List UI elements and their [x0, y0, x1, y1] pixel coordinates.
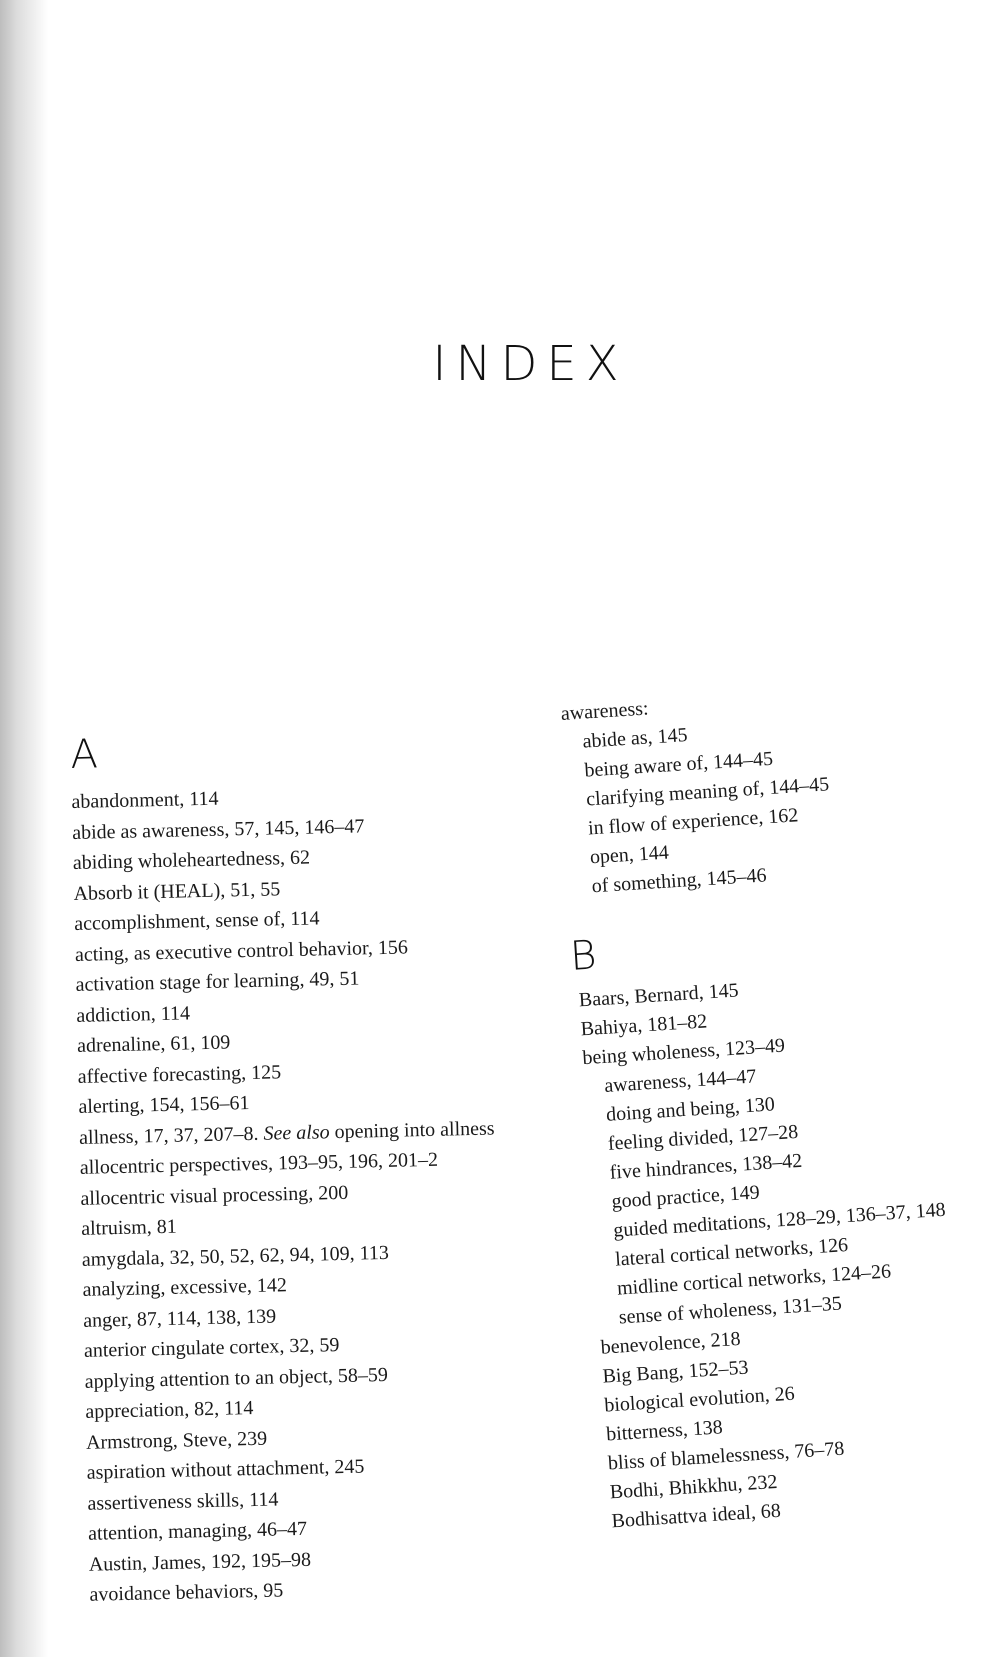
entry-pages: , 193–95, 196, 201–2	[268, 1149, 438, 1175]
entry-pages: , 152–53	[678, 1357, 749, 1383]
entry-term: acting, as executive control behavior	[74, 936, 369, 966]
section-letter-b: B	[568, 932, 598, 980]
index-entry-awareness-heading: awareness:	[560, 697, 650, 725]
entry-pages: , 61, 109	[160, 1031, 230, 1055]
entry-term: lateral cortical networks	[614, 1236, 809, 1271]
entry-term: awareness	[603, 1069, 688, 1097]
entry-term: Absorb it (HEAL)	[73, 879, 221, 905]
entry-term: guided meditations	[612, 1210, 767, 1242]
entry-pages: , 26	[764, 1383, 795, 1407]
entry-term: addiction	[76, 1002, 152, 1027]
entry-pages: , 142	[247, 1274, 287, 1297]
entry-term: analyzing, excessive	[82, 1275, 248, 1301]
entry-pages: , 245	[324, 1456, 364, 1479]
entry-pages: , 145	[698, 979, 739, 1003]
entry-term: abide as	[581, 726, 649, 753]
entry-term: allocentric visual processing	[80, 1182, 309, 1210]
entry-pages: , 76–78	[784, 1438, 845, 1464]
entry-pages: , 130	[734, 1093, 775, 1117]
entry-pages: , 156	[368, 936, 408, 959]
entry-term: amygdala	[81, 1246, 160, 1271]
entry-term: Bahiya	[580, 1014, 638, 1041]
entry-pages: , 200	[308, 1181, 348, 1204]
entry-term: avoidance behaviors	[89, 1580, 254, 1606]
entry-pages: , 149	[719, 1181, 760, 1205]
entry-term: Baars, Bernard	[578, 981, 700, 1012]
entry-term: attention, managing	[87, 1519, 248, 1545]
entry-term: of something	[591, 868, 698, 898]
entry-term: Armstrong, Steve	[85, 1428, 228, 1454]
section-letter-a: A	[69, 731, 99, 778]
page-binding-shadow	[0, 0, 48, 1657]
entry-term: affective forecasting	[77, 1061, 242, 1088]
entry-term: Big Bang	[601, 1360, 680, 1388]
entry-term: in flow of experience	[587, 806, 759, 840]
entry-pages: , 95	[253, 1579, 283, 1602]
entry-pages: , 57, 145, 146–47	[224, 815, 364, 840]
entry-term: bitterness	[605, 1418, 684, 1446]
entry-pages: , 87, 114, 138, 139	[127, 1305, 277, 1330]
entry-pages: , 192, 195–98	[201, 1548, 311, 1572]
entry-term: accomplishment, sense of	[74, 908, 281, 935]
entry-pages: , 144	[628, 841, 669, 865]
entry-pages: , 127–28	[728, 1121, 799, 1147]
entry-term: biological evolution	[603, 1384, 766, 1417]
entry-term: being wholeness	[581, 1038, 716, 1070]
entry-pages: , 68	[750, 1500, 781, 1524]
entry-term: abandonment	[71, 788, 180, 813]
entry-pages: , 114	[239, 1488, 279, 1511]
entry-pages: , 144–45	[759, 773, 830, 799]
entry-term: Austin, James	[88, 1550, 202, 1576]
entry-pages: , 46–47	[247, 1518, 307, 1541]
entry-pages: , 145–46	[696, 864, 767, 890]
entry-pages: , 239	[227, 1427, 267, 1450]
entry-term: five hindrances	[609, 1154, 733, 1184]
entry-term: benevolence	[600, 1330, 702, 1359]
entry-pages: , 218	[700, 1328, 741, 1352]
entry-pages: , 123–49	[714, 1035, 785, 1061]
entry-pages: , 144–45	[702, 748, 773, 774]
entry-term: appreciation	[85, 1398, 185, 1423]
entry-pages: , 32, 59	[279, 1334, 339, 1357]
entry-pages: , 232	[737, 1471, 778, 1495]
entry-pages: , 62	[280, 847, 310, 870]
entry-term: clarifying meaning of	[585, 777, 760, 811]
entry-pages: , 124–26	[820, 1260, 891, 1286]
entry-pages: , 138–42	[732, 1150, 803, 1176]
index-column-left	[70, 725, 530, 1610]
awareness-subentries	[562, 706, 942, 903]
entry-pages: , 114	[179, 788, 219, 811]
entry-pages: , 126	[807, 1234, 848, 1258]
entry-term: alerting	[78, 1094, 140, 1118]
entry-pages: , 32, 50, 52, 62, 94, 109, 113	[159, 1241, 389, 1268]
entry-term: activation stage for learning	[75, 968, 300, 996]
entry-term: anterior cingulate cortex	[83, 1335, 280, 1362]
entry-term: allness	[78, 1125, 134, 1149]
see-also-label: See also	[263, 1120, 330, 1145]
entry-pages: , 49, 51	[299, 967, 359, 990]
page-title: INDEX	[432, 336, 628, 392]
entry-pages: , 162	[758, 804, 799, 828]
entry-term: abide as awareness	[71, 818, 225, 844]
entry-pages: , 17, 37, 207–8.	[133, 1122, 258, 1147]
entry-pages: , 131–35	[771, 1293, 842, 1319]
entry-pages: , 58–59	[328, 1363, 388, 1386]
entry-pages: , 128–29, 136–37, 148	[765, 1199, 946, 1232]
entry-term: doing and being	[605, 1095, 736, 1126]
index-column-right	[560, 677, 982, 1537]
entry-pages: , 82, 114	[184, 1397, 254, 1421]
entry-pages: , 138	[682, 1416, 723, 1440]
entry-pages: , 125	[241, 1061, 281, 1084]
entry-term: midline cortical networks	[616, 1264, 822, 1300]
entry-term: allocentric perspectives	[79, 1152, 269, 1179]
entry-term: aspiration without attachment	[86, 1456, 325, 1484]
entry-term: good practice	[610, 1183, 721, 1213]
entry-pages: , 51, 55	[220, 878, 280, 901]
entry-term: open	[589, 844, 630, 869]
entry-term: sense of wholeness	[618, 1296, 773, 1329]
entry-term: Bodhi, Bhikkhu	[609, 1473, 739, 1504]
entry-pages: , 181–82	[637, 1010, 708, 1036]
entry-pages: , 81	[146, 1216, 176, 1239]
entry-term: abiding wholeheartedness	[72, 847, 281, 874]
entry-pages: , 145	[647, 724, 688, 748]
entry-term: anger	[83, 1308, 128, 1332]
entry-term: assertiveness skills	[87, 1488, 240, 1515]
entry-term: applying attention to an object	[84, 1364, 329, 1393]
see-also-target: opening into allness	[334, 1116, 495, 1143]
entry-term: Bodhisattva ideal	[610, 1501, 752, 1533]
entry-term: feeling divided	[607, 1125, 729, 1155]
entry-term: being aware of	[583, 752, 704, 782]
entry-pages: , 114	[280, 907, 320, 930]
entry-term: altruism	[80, 1216, 147, 1240]
being-wholeness-subentries	[583, 1050, 969, 1334]
entry-term: adrenaline	[76, 1033, 161, 1057]
entry-pages: , 154, 156–61	[139, 1092, 249, 1116]
entry-pages: , 114	[151, 1002, 191, 1025]
entry-term: bliss of blamelessness	[607, 1441, 786, 1475]
entry-pages: , 144–47	[686, 1065, 757, 1091]
entry-list-a	[71, 777, 530, 1610]
